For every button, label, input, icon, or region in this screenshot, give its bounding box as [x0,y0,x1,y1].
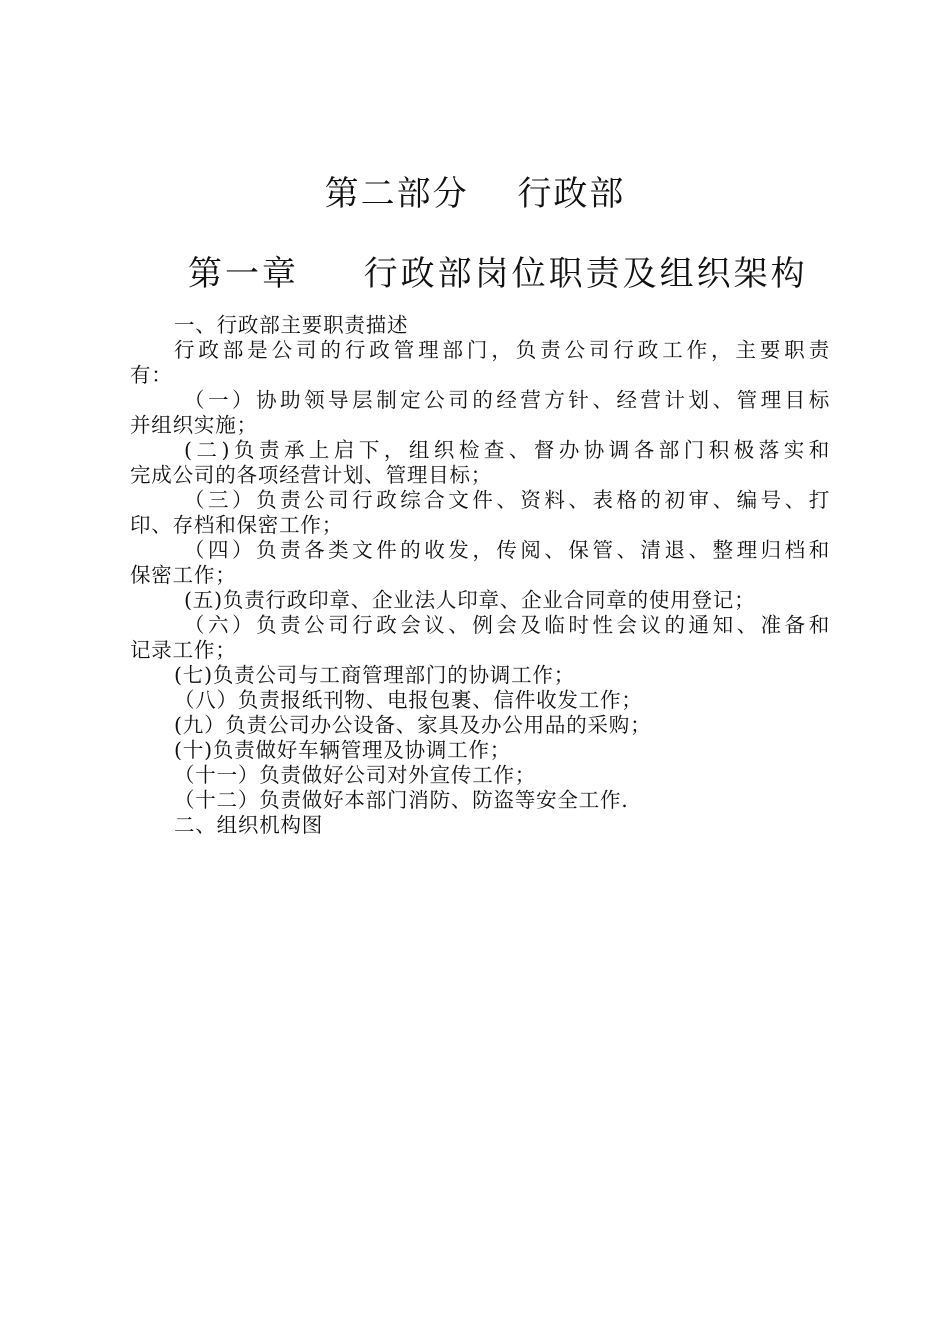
section-heading-org-chart: 二、组织机构图 [174,813,324,837]
duty-item-6-cont: 记录工作； [130,638,237,662]
duty-item-6: （六）负责公司行政会议、例会及临时性会议的通知、准备和 [184,613,830,637]
section-heading-duties: 一、行政部主要职责描述 [174,313,409,337]
duty-item-9: (九）负责公司办公设备、家具及办公用品的采购； [174,713,652,737]
intro-paragraph-line: 行政部是公司的行政管理部门，负责公司行政工作，主要职责 [174,338,830,362]
document-body [130,313,830,838]
duty-item-8: （八）负责报纸刊物、电报包裹、信件收发工作； [174,688,643,712]
chapter-title: 第一章 行政部岗位职责及组织架构 [188,254,808,294]
intro-paragraph-line: 有： [130,363,173,387]
duty-item-2-cont: 完成公司的各项经营计划、管理目标； [130,463,493,487]
duty-item-1-cont: 并组织实施； [130,413,258,437]
duty-item-11: （十一）负责做好公司对外宣传工作； [174,763,537,787]
duty-item-12: （十二）负责做好本部门消防、防盗等安全工作. [174,788,629,812]
duty-item-10: (十)负责做好车辆管理及协调工作； [174,738,512,762]
duty-item-3: （三）负责公司行政综合文件、资料、表格的初审、编号、打 [184,488,830,512]
duty-item-4-cont: 保密工作； [130,563,237,587]
duty-item-4: （四）负责各类文件的收发，传阅、保管、清退、整理归档和 [184,538,830,562]
duty-item-2: (二)负责承上启下，组织检查、督办协调各部门积极落实和 [184,438,830,462]
duty-item-5: (五)负责行政印章、企业法人印章、企业合同章的使用登记； [184,588,756,612]
part-title: 第二部分 行政部 [324,174,626,214]
duty-item-7: (七)负责公司与工商管理部门的协调工作； [174,663,575,687]
duty-item-1: （一）协助领导层制定公司的经营方针、经营计划、管理目标 [184,388,830,412]
duty-item-3-cont: 印、存档和保密工作； [130,513,343,537]
